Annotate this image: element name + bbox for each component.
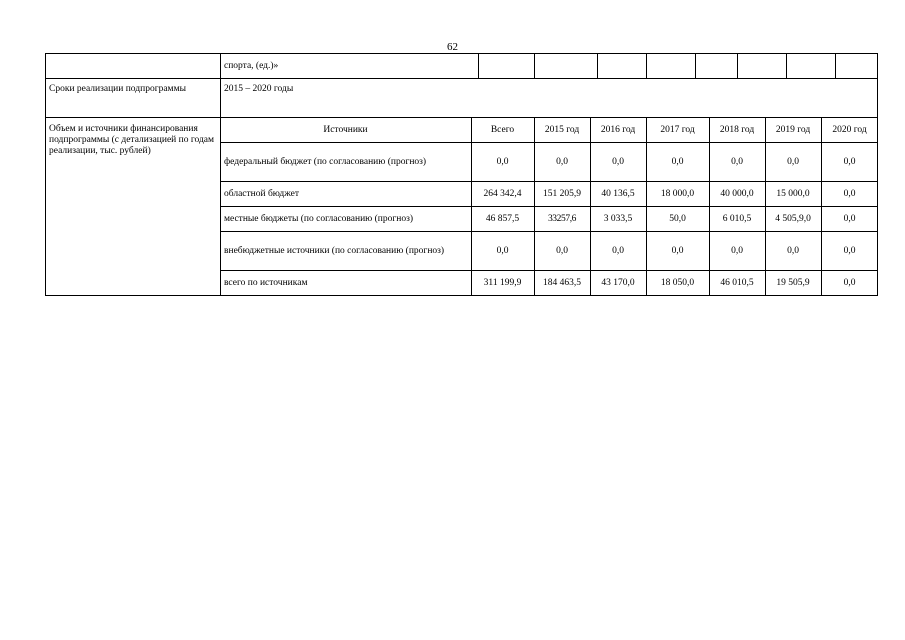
col-divider [597,53,598,78]
value-cell: 0,0 [731,245,743,256]
value-cell: 0,0 [556,156,568,167]
value-cell: 0,0 [843,156,856,167]
value-cell: 43 170,0 [601,278,635,288]
value-cell: 0,0 [843,245,856,256]
value-cell: 46 857,5 [485,213,520,224]
value-cell: 0,0 [787,245,799,256]
value-cell: 0,0 [496,156,509,167]
source-local: местные бюджеты (по согласованию (прогноз) [224,213,414,224]
source-total: всего по источникам [224,278,308,288]
value-cell: 46 010,5 [720,278,754,288]
value-cell: 40 000,0 [720,188,754,199]
value-cell: 264 342,4 [483,188,522,199]
header-2018: 2018 год [719,124,755,135]
value-cell: 0,0 [556,245,568,256]
header-2020: 2020 год [832,124,867,135]
value-cell: 4 505,9,0 [775,213,811,224]
value-cell: 6 010,5 [722,213,752,224]
header-2019: 2019 год [775,124,811,135]
col-divider [534,53,535,78]
value-cell: 184 463,5 [543,278,581,288]
value-cell: 0,0 [612,156,624,167]
value-cell: 40 136,5 [601,188,635,199]
value-cell: 19 505,9 [776,278,810,288]
source-federal: федеральный бюджет (по согласованию (прогноз) [224,156,427,167]
value-cell: 0,0 [496,245,509,256]
header-2017: 2017 год [660,124,695,135]
value-cell: 0,0 [843,278,856,288]
source-regional: областной бюджет [224,188,300,199]
value-cell: 18 000,0 [660,188,695,199]
value-cell: 50,0 [669,213,686,224]
value-cell: 15 000,0 [776,188,810,199]
funding-label: Объем и источники финансирования подпрограммы (с детализацией по годам реализации, тыс. рублей) [49,124,215,156]
col-divider [737,53,738,78]
source-extrabudgetary: внебюджетные источники (по согласованию (прогноз) [224,245,445,256]
value-cell: 0,0 [671,156,684,167]
col-divider [478,53,479,78]
terms-value: 2015 – 2020 годы [224,84,294,94]
header-total: Всего [490,124,515,135]
value-cell: 151 205,9 [543,188,581,199]
header-2016: 2016 год [600,124,636,135]
col-divider [695,53,696,78]
header-2015: 2015 год [544,124,580,135]
col-divider [835,53,836,78]
value-cell: 0,0 [843,188,856,199]
value-cell: 0,0 [843,213,856,224]
value-cell: 311 199,9 [483,278,522,288]
value-cell: 33257,6 [547,213,577,224]
value-cell: 0,0 [612,245,624,256]
col-divider [646,53,647,78]
col-divider [786,53,787,78]
row-divider [45,78,878,79]
value-cell: 0,0 [671,245,684,256]
sport-cell: спорта, (ед.)» [224,60,279,71]
value-cell: 0,0 [731,156,743,167]
value-cell: 0,0 [787,156,799,167]
page-number: 62 [447,41,458,53]
header-sources: Источники [323,124,368,135]
value-cell: 18 050,0 [660,278,695,288]
value-cell: 3 033,5 [603,213,633,224]
terms-label: Сроки реализации подпрограммы [49,84,186,94]
